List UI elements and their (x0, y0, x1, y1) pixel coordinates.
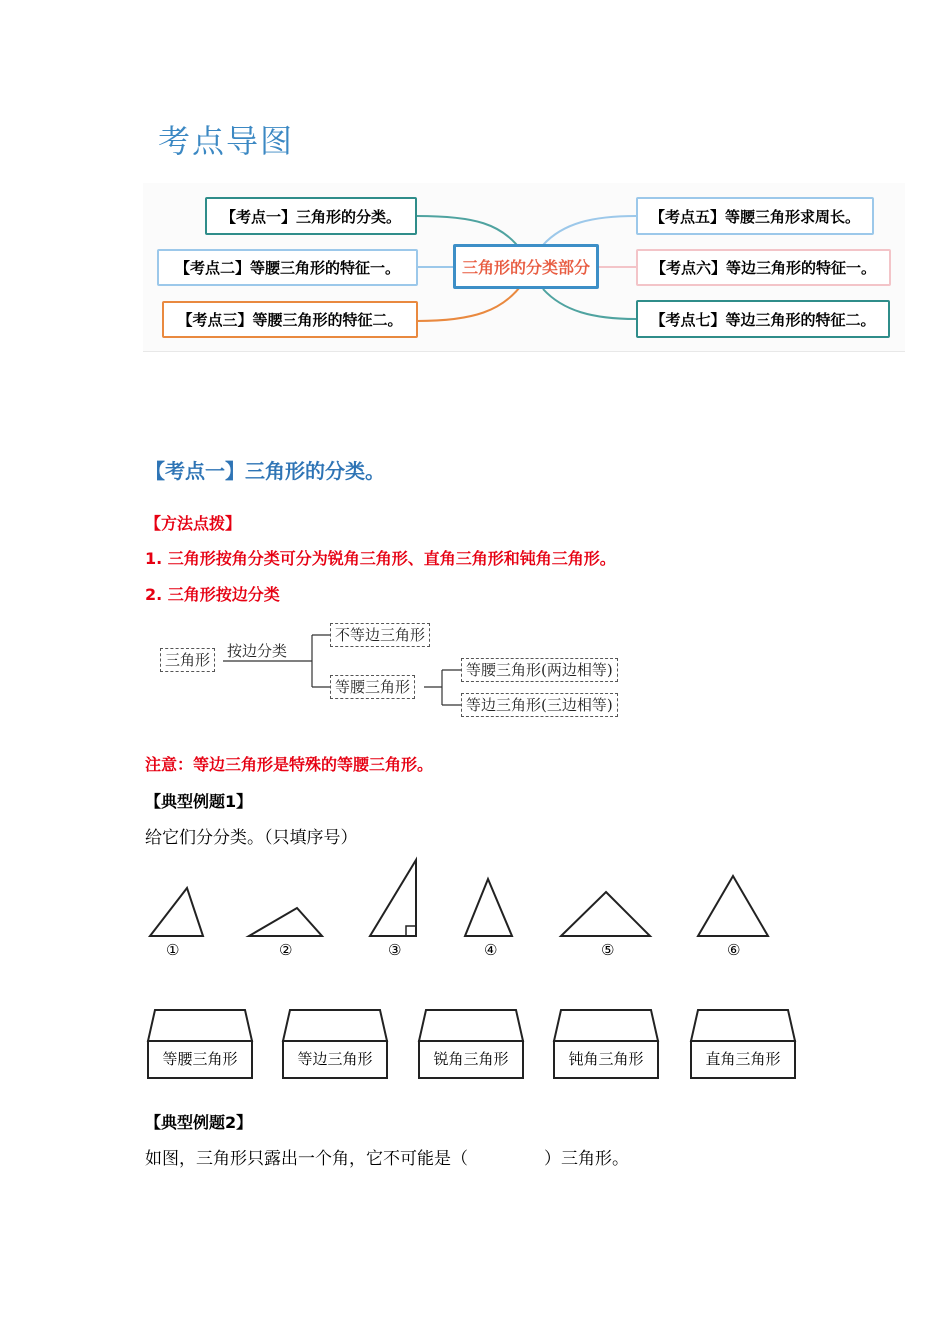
triangle-figures (140, 855, 790, 970)
mind-map (143, 183, 905, 352)
section-title: 【考点一】三角形的分类。 (145, 459, 385, 483)
bin-acute: 锐角三角形 (433, 1050, 509, 1068)
tree-child-isosceles: 等腰三角形 (330, 675, 415, 699)
triangle-shape-1 (150, 888, 203, 936)
mind-map-node-topic-7: 【考点七】等边三角形的特征二。 (636, 300, 890, 338)
bin-obtuse: 钝角三角形 (568, 1050, 644, 1068)
triangle-shape-4 (465, 879, 512, 936)
method-heading: 【方法点拨】 (145, 514, 242, 533)
shape-label-4: ④ (484, 941, 498, 959)
mind-map-node-topic-5: 【考点五】等腰三角形求周长。 (636, 197, 874, 235)
shape-label-5: ⑤ (601, 941, 615, 959)
shape-label-6: ⑥ (727, 941, 741, 959)
mind-map-node-topic-3: 【考点三】等腰三角形的特征二。 (162, 301, 418, 338)
guide-title: 考点导图 (158, 122, 295, 160)
example1-heading: 【典型例题1】 (145, 792, 253, 811)
triangle-shape-5 (561, 892, 650, 936)
bin-isosceles: 等腰三角形 (162, 1050, 238, 1068)
mind-map-center-node: 三角形的分类部分 (453, 244, 599, 289)
example2-question-end: ）三角形。 (544, 1149, 629, 1169)
example2-heading: 【典型例题2】 (145, 1113, 253, 1132)
right-angle-mark (406, 926, 416, 936)
tree-sub-isosceles: 等腰三角形(两边相等) (461, 658, 618, 682)
method-point-2: 2. 三角形按边分类 (145, 585, 280, 604)
tree-sub-equilateral: 等边三角形(三边相等) (461, 693, 618, 717)
mind-map-node-topic-2: 【考点二】等腰三角形的特征一。 (157, 249, 418, 286)
shape-label-3: ③ (388, 941, 402, 959)
tree-root: 三角形 (160, 648, 215, 672)
bin-right: 直角三角形 (705, 1050, 781, 1068)
triangle-shape-2 (249, 908, 322, 936)
bin-equilateral: 等边三角形 (297, 1050, 373, 1068)
mind-map-node-topic-6: 【考点六】等边三角形的特征一。 (636, 249, 891, 286)
tree-branch-label: 按边分类 (227, 642, 288, 660)
example1-question: 给它们分分类。（只填序号） (145, 828, 358, 848)
triangle-shape-3 (370, 860, 416, 936)
method-point-1: 1. 三角形按角分类可分为锐角三角形、直角三角形和钝角三角形。 (145, 549, 616, 568)
mind-map-node-topic-1: 【考点一】三角形的分类。 (205, 197, 417, 235)
example2-question (145, 1144, 629, 1169)
shape-label-1: ① (166, 941, 180, 959)
tree-child-scalene: 不等边三角形 (330, 623, 430, 647)
triangle-shape-6 (698, 876, 768, 936)
example2-question-start: 如图，三角形只露出一个角，它不可能是（ (145, 1149, 468, 1169)
classification-tree (150, 618, 670, 722)
note-text: 注意：等边三角形是特殊的等腰三角形。 (145, 755, 434, 774)
shape-label-2: ② (279, 941, 293, 959)
